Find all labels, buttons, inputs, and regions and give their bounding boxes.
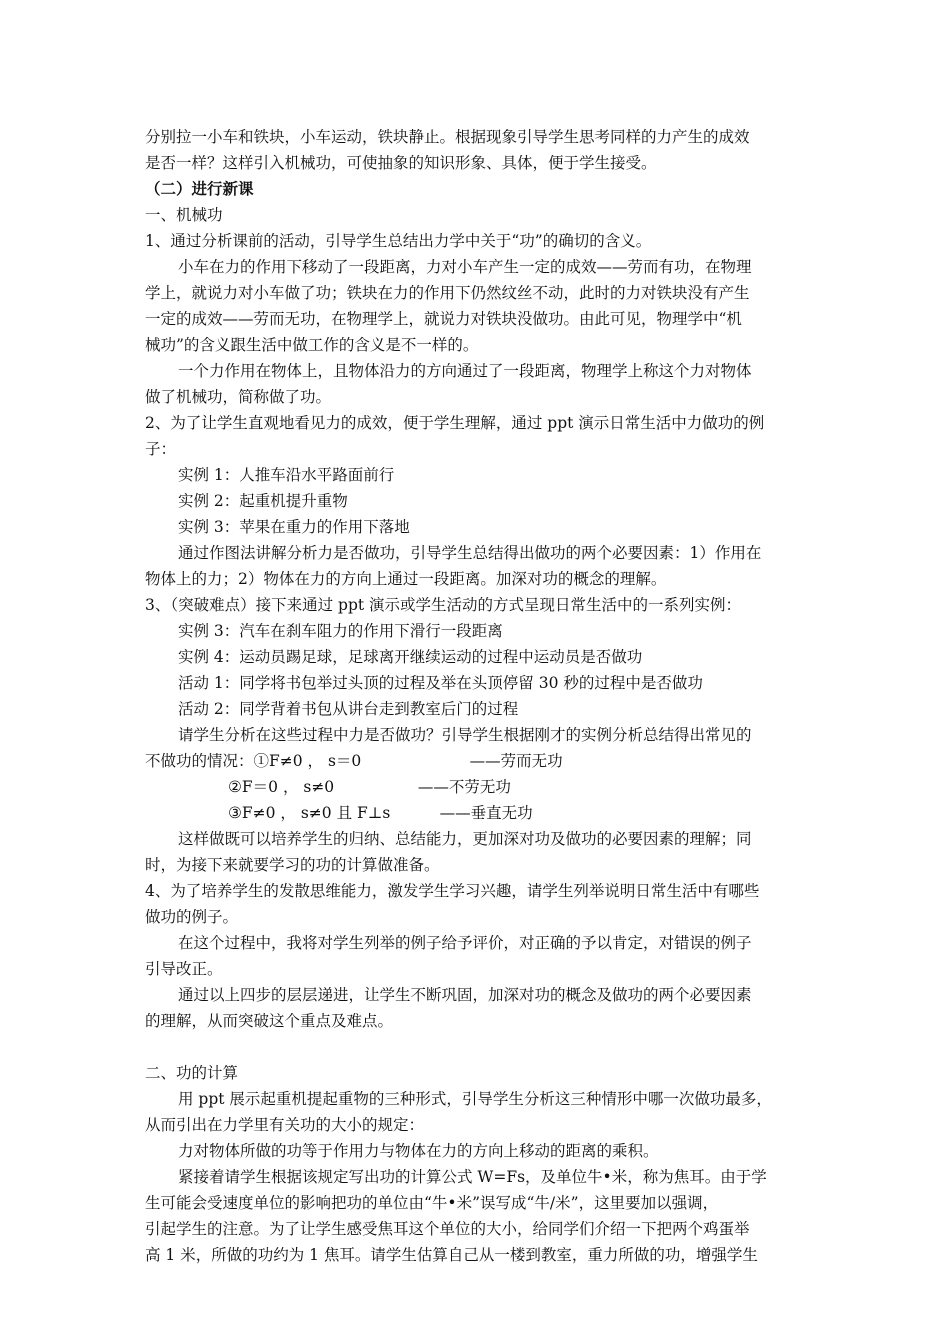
paragraph-line: 生可能会受速度单位的影响把功的单位由“牛•米”误写成“牛/米”，这里要加以强调，	[145, 1194, 719, 1212]
paragraph-line: 引导改正。	[145, 960, 223, 978]
list-item: 活动 2：同学背着书包从讲台走到教室后门的过程	[178, 700, 519, 718]
list-item: 实例 4：运动员踢足球，足球离开继续运动的过程中运动员是否做功	[178, 648, 643, 666]
paragraph-line: 引起学生的注意。为了让学生感受焦耳这个单位的大小，给同学们介绍一下把两个鸡蛋举	[145, 1220, 750, 1238]
list-item: 实例 3：汽车在刹车阻力的作用下滑行一段距离	[178, 622, 503, 640]
paragraph-line: 械功”的含义跟生活中做工作的含义是不一样的。	[145, 336, 479, 354]
paragraph-line: 小车在力的作用下移动了一段距离，力对小车产生一定的成效——劳而有功，在物理	[178, 258, 752, 276]
paragraph-line: 紧接着请学生根据该规定写出功的计算公式 W=Fs，及单位牛•米，称为焦耳。由于学	[178, 1168, 767, 1186]
paragraph-line: 一个力作用在物体上，且物体沿力的方向通过了一段距离，物理学上称这个力对物体	[178, 362, 752, 380]
formula-line: ②F＝0 ， s≠0 ——不劳无功	[228, 778, 511, 796]
paragraph-line: 4、为了培养学生的发散思维能力，激发学生学习兴趣，请学生列举说明日常生活中有哪些	[145, 882, 760, 900]
paragraph-line: 一定的成效——劳而无功，在物理学上，就说力对铁块没做功。由此可见，物理学中“机	[145, 310, 742, 328]
paragraph-line: 子：	[145, 440, 177, 458]
paragraph-line: 学上，就说力对小车做了功；铁块在力的作用下仍然纹丝不动，此时的力对铁块没有产生	[145, 284, 750, 302]
formula-line: 不做功的情况：①F≠0 ， s＝0 ——劳而无功	[145, 752, 563, 770]
paragraph-line: 1、通过分析课前的活动，引导学生总结出力学中关于“功”的确切的含义。	[145, 232, 652, 250]
section-heading: 二、功的计算	[145, 1064, 239, 1082]
formula-line: ③F≠0 ， s≠0 且 F⊥s ——垂直无功	[228, 804, 533, 822]
section-heading: 一、机械功	[145, 206, 223, 224]
list-item: 活动 1：同学将书包举过头顶的过程及举在头顶停留 30 秒的过程中是否做功	[178, 674, 703, 692]
paragraph-line: 用 ppt 展示起重机提起重物的三种形式，引导学生分析这三种情形中哪一次做功最多，	[178, 1090, 772, 1108]
paragraph-line: 在这个过程中，我将对学生列举的例子给予评价，对正确的予以肯定，对错误的例子	[178, 934, 752, 952]
paragraph-line: 请学生分析在这些过程中力是否做功？引导学生根据刚才的实例分析总结得出常见的	[178, 726, 752, 744]
list-item: 实例 3：苹果在重力的作用下落地	[178, 518, 410, 536]
paragraph-line: 力对物体所做的功等于作用力与物体在力的方向上移动的距离的乘积。	[178, 1142, 659, 1160]
paragraph-line: 物体上的力；2）物体在力的方向上通过一段距离。加深对功的概念的理解。	[145, 570, 667, 588]
paragraph-line: 从而引出在力学里有关功的大小的规定：	[145, 1116, 425, 1134]
paragraph-line: 做了机械功，简称做了功。	[145, 388, 332, 406]
paragraph-line: 时，为接下来就要学习的功的计算做准备。	[145, 856, 440, 874]
paragraph-line: 的理解，从而突破这个重点及难点。	[145, 1012, 394, 1030]
section-heading: （二）进行新课	[145, 179, 254, 198]
paragraph-line: 2、为了让学生直观地看见力的成效，便于学生理解，通过 ppt 演示日常生活中力做功的例	[145, 414, 765, 432]
paragraph-line: 这样做既可以培养学生的归纳、总结能力，更加深对功及做功的必要因素的理解；同	[178, 830, 752, 848]
list-item: 实例 2：起重机提升重物	[178, 492, 348, 510]
list-item: 实例 1：人推车沿水平路面前行	[178, 466, 395, 484]
paragraph-line: 通过作图法讲解分析力是否做功，引导学生总结得出做功的两个必要因素：1）作用在	[178, 544, 762, 562]
paragraph-line: 通过以上四步的层层递进，让学生不断巩固，加深对功的概念及做功的两个必要因素	[178, 986, 752, 1004]
paragraph-line: 3、（突破难点）接下来通过 ppt 演示或学生活动的方式呈现日常生活中的一系列实例：	[145, 596, 742, 614]
paragraph-line: 是否一样？这样引入机械功，可使抽象的知识形象、具体，便于学生接受。	[145, 154, 657, 172]
paragraph-line: 做功的例子。	[145, 908, 239, 926]
paragraph-line: 高 1 米，所做的功约为 1 焦耳。请学生估算自己从一楼到教室，重力所做的功，增强学生	[145, 1246, 758, 1264]
paragraph-line: 分别拉一小车和铁块，小车运动，铁块静止。根据现象引导学生思考同样的力产生的成效	[145, 128, 750, 146]
